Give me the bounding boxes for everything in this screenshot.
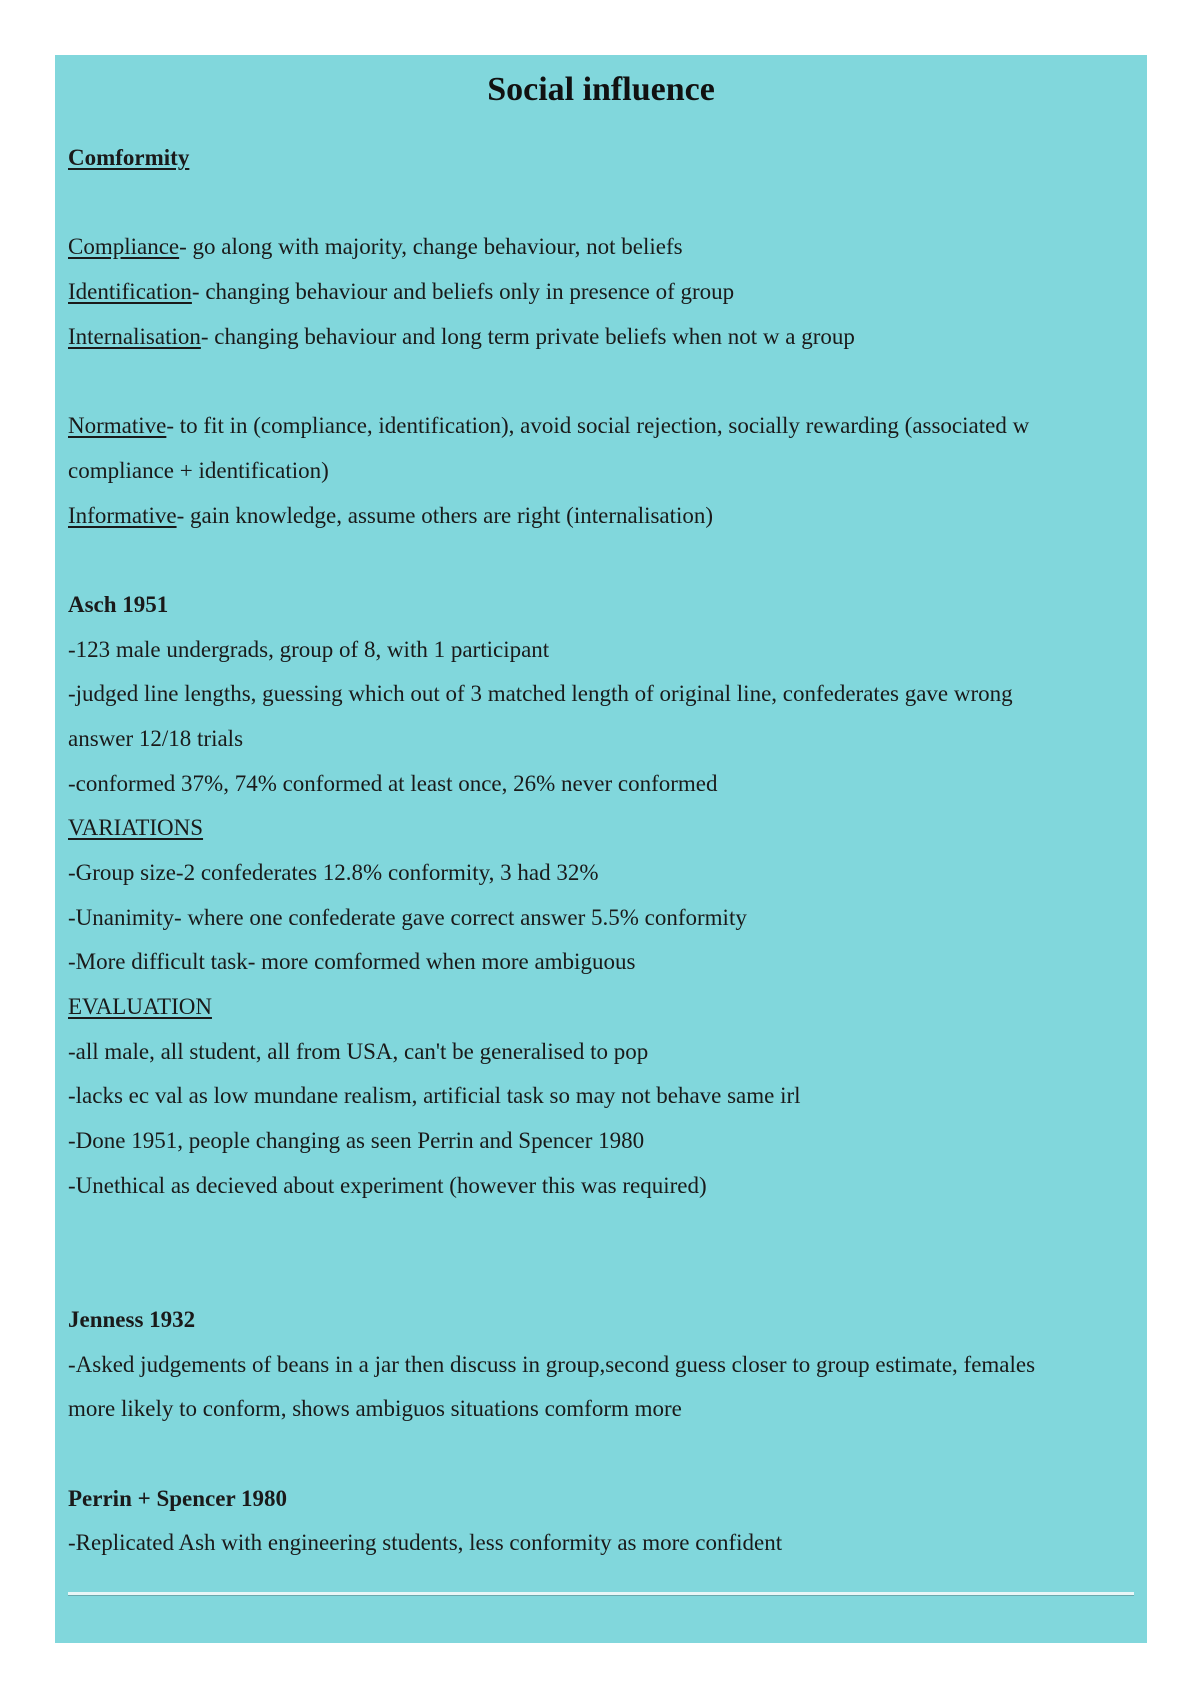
- definition-informative: Informative- gain knowledge, assume others are right (internalisation): [68, 502, 714, 528]
- perrin-point: -Replicated Ash with engineering students, less conformity as more confident: [68, 1530, 783, 1556]
- horizontal-rule: [68, 1592, 1134, 1596]
- definition-normative: Normative- to fit in (compliance, identification), avoid social rejection, socially rewarding (associated w: [68, 413, 1030, 439]
- variation-item: -More difficult task- more comformed when more ambiguous: [68, 949, 636, 975]
- evaluation-item: -Unethical as decieved about experiment (however this was required): [68, 1172, 707, 1198]
- page-title: Social influence: [487, 71, 715, 108]
- notes-panel: [55, 55, 1147, 1643]
- asch-point: -conformed 37%, 74% conformed at least once, 26% never conformed: [68, 770, 718, 796]
- definition-internalisation: Internalisation- changing behaviour and long term private beliefs when not w a group: [68, 323, 855, 349]
- definition-compliance: Compliance- go along with majority, change behaviour, not beliefs: [68, 234, 683, 260]
- study-heading-asch: Asch 1951: [68, 591, 169, 617]
- variations-heading: VARIATIONS: [68, 815, 204, 841]
- study-heading-perrin-spencer: Perrin + Spencer 1980: [68, 1485, 288, 1511]
- asch-point: answer 12/18 trials: [68, 725, 244, 751]
- evaluation-item: -lacks ec val as low mundane realism, artificial task so may not behave same irl: [68, 1083, 801, 1109]
- asch-point: -judged line lengths, guessing which out of 3 matched length of original line, confederates gave wrong: [68, 681, 1013, 707]
- study-heading-jenness: Jenness 1932: [68, 1306, 196, 1332]
- definition-identification: Identification- changing behaviour and beliefs only in presence of group: [68, 279, 735, 305]
- evaluation-item: -all male, all student, all from USA, can't be generalised to pop: [68, 1038, 649, 1064]
- definition-normative-cont: compliance + identification): [68, 457, 329, 483]
- notes-content: [68, 55, 1134, 1566]
- jenness-point: more likely to conform, shows ambiguos situations comform more: [68, 1396, 682, 1422]
- variation-item: -Group size-2 confederates 12.8% conformity, 3 had 32%: [68, 860, 599, 885]
- section-heading-conformity: Comformity: [68, 145, 190, 170]
- jenness-point: -Asked judgements of beans in a jar then discuss in group,second guess closer to group estimate, females: [68, 1351, 1036, 1377]
- variation-item: -Unanimity- where one confederate gave correct answer 5.5% conformity: [68, 904, 747, 930]
- asch-point: -123 male undergrads, group of 8, with 1 participant: [68, 636, 550, 662]
- evaluation-heading: EVALUATION: [68, 994, 212, 1020]
- evaluation-item: -Done 1951, people changing as seen Perrin and Spencer 1980: [68, 1128, 645, 1154]
